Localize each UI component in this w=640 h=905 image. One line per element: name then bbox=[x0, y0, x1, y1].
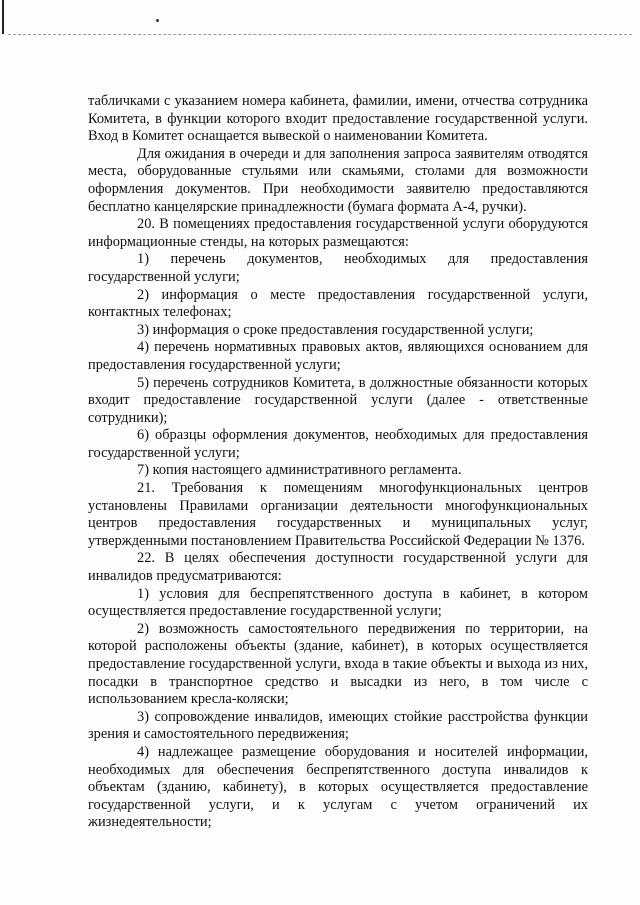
list-item-20-3: 3) информация о сроке предоставления государственной услуги; bbox=[137, 321, 534, 338]
list-item-20-1: 1) перечень документов, необходимых для предоставления государственной услуги; bbox=[88, 251, 588, 285]
list-item-22-3: 3) сопровождение инвалидов, имеющих стойкие расстройства функции зрения и самостоятельного передвижения; bbox=[88, 708, 588, 743]
list-item-22-1: 1) условия для беспрепятственного доступа в кабинет, в котором осуществляется предоставление государственной услуги; bbox=[88, 585, 588, 620]
paragraph-22: 22. В целях обеспечения доступности государственной услуги для инвалидов предусматриваются: bbox=[88, 550, 588, 585]
scan-dot-mark bbox=[156, 19, 159, 22]
list-item-20-6: 6) образцы оформления документов, необходимых для предоставления государственной услуги; bbox=[88, 427, 588, 461]
paragraph-21: 21. Требования к помещениям многофункциональных центров установлены Правилами организации деятельности многофункциональных центров предоставления государственных и муниципальных услуг, утвержденными постановлением Правительства Российской Федерации № 1376. bbox=[88, 480, 588, 549]
document-body bbox=[88, 93, 588, 832]
scan-edge-mark bbox=[2, 0, 4, 34]
list-item-20-2: 2) информация о месте предоставления государственной услуги, контактных телефонах; bbox=[88, 286, 588, 321]
list-item-22-2: 2) возможность самостоятельного передвижения по территории, на которой расположены объекты (здание, кабинет), в которых осуществляется предоставление государственной услуги, входа в такие объекты и выхода из них, посадки в транспортное средство и высадки из него, в том числе с использованием кресла-коляски; bbox=[88, 620, 588, 708]
paragraph-20: 20. В помещениях предоставления государственной услуги оборудуются информационные стенды, на которых размещаются: bbox=[88, 216, 588, 250]
list-item-20-5: 5) перечень сотрудников Комитета, в должностные обязанности которых входит предоставление государственной услуги (далее - ответственные сотрудники); bbox=[88, 374, 588, 426]
paragraph-continuation: табличками с указанием номера кабинета, фамилии, имени, отчества сотрудника Комитета, в функции которого входит предоставление государственной услуги. Вход в Комитет оснащается вывеской о наименовании Комитета. bbox=[88, 93, 588, 145]
paragraph-waiting-area: Для ожидания в очереди и для заполнения запроса заявителям отводятся места, оборудованные стульями или скамьями, столами для возможности оформления документов. При необходимости заявителю предоставляются бесплатно канцелярские принадлежности (бумага формата А-4, ручки). bbox=[88, 145, 588, 215]
list-item-20-7: 7) копия настоящего административного регламента. bbox=[137, 462, 462, 479]
list-item-20-4: 4) перечень нормативных правовых актов, являющихся основанием для предоставления государственной услуги; bbox=[88, 339, 588, 373]
scan-top-line bbox=[8, 34, 632, 35]
list-item-22-4: 4) надлежащее размещение оборудования и носителей информации, необходимых для обеспечения беспрепятственного доступа инвалидов к объектам (зданию, кабинету), в которых осуществляется предоставление государственной услуги, и к услугам с учетом ограничений их жизнедеятельности; bbox=[88, 743, 588, 831]
